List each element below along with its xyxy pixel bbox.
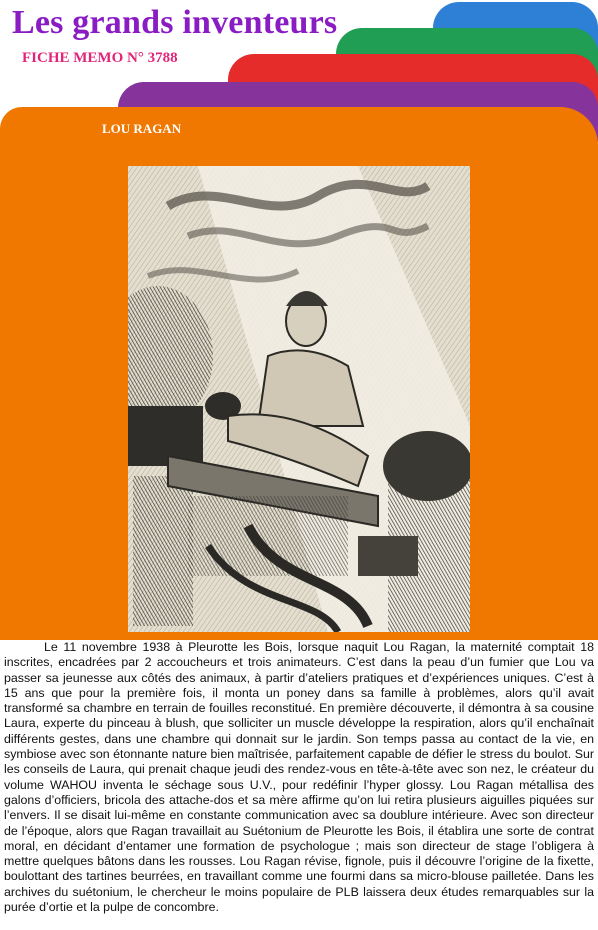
page-title: Les grands inventeurs [12, 4, 338, 41]
memo-number: FICHE MEMO N° 3788 [22, 50, 178, 66]
article-text: Le 11 novembre 1938 à Pleurotte les Bois, lorsque naquit Lou Ragan, la maternité comptait 18 inscrites, encadrées par 2 accoucheurs et trois animateurs. C’est dans la peau d’un fumier que Lou va passer sa jeunesse aux côtés des animaux, à partir d’ateliers pratiques et d’expériences uniques. C’est à 15 ans que pour la première fois, il monta un poney dans sa famille à problèmes, alors qu’il avait transformé sa chambre en terrain de fouilles reconstitué. En première découverte, il démontra à sa cousine Laura, experte du pinceau à blush, que solliciter un muscle développe la respiration, alors qu’il enchaînait différents gestes, dans une chambre qui donnait sur le jardin. Son temps passa au contact de la vie, en symbiose avec son étonnante nature bien maîtrisée, parfaitement capable de défier le stress du boulot. Sur les conseils de Laura, qui prenait chaque jeudi des rendez-vous en tête-à-tête avec son nez, le créateur du volume WAHOU inventa le séchage sous U.V., pour redéfinir l’hyper glossy. Lou Ragan métallisa des galons d’officiers, bricola des attache-dos et sa mère affirme qu’on lui retira plusieurs aiguilles piquées sur l’envers. Il se disait lui-même en constante communication avec sa doublure intérieure. Avec son directeur de l’époque, alors que Ragan travaillait au Suétonium de Pleurotte les Bois, il établira une sorte de contrat moral, en décidant d’entamer une formation de psychologue ; mais son directeur de stage l’obligera à mettre quelques bâtons dans les rousses. Lou Ragan révise, fignole, puis il découvre l’origine de la fixette, boulottant des tartines beurrées, en travaillant comme une fourmi dans sa micro-blouse pailletée. Dans les archives du suétonium, le chercheur le moins populaire de PLB laissera deux études remarquables sur la purée d’ortie et la pulpe de concombre. [4, 640, 594, 915]
person-name: LOU RAGAN [102, 121, 182, 136]
illustration-drawing [128, 166, 470, 632]
engraving-illustration [128, 166, 470, 632]
